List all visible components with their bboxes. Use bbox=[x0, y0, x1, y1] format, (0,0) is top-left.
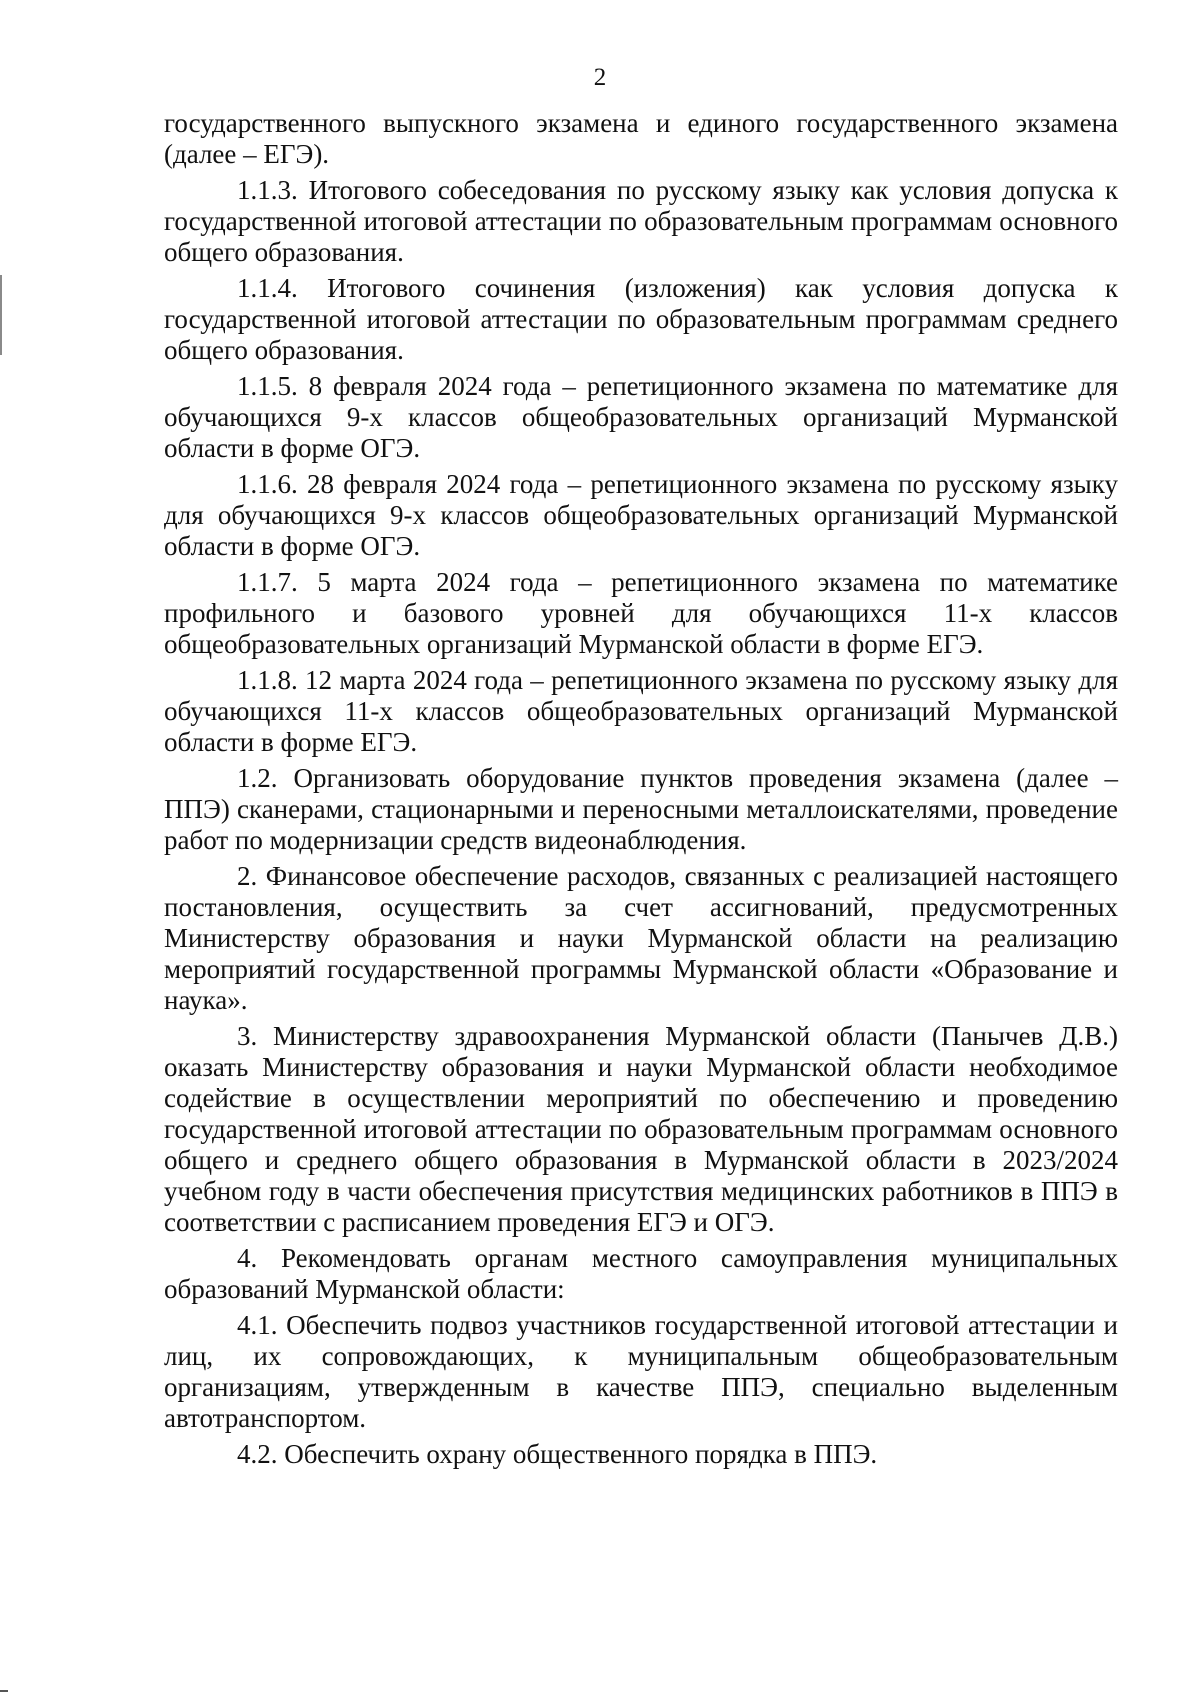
paragraph-1-2: 1.2. Организовать оборудование пунктов проведения экзамена (далее – ППЭ) сканерами, стационарными и переносными металлоискателями, проведение работ по модернизации средств видеонаблюдения. bbox=[164, 763, 1118, 855]
document-body bbox=[164, 108, 1118, 1475]
paragraph-3: 3. Министерству здравоохранения Мурманской области (Панычев Д.В.) оказать Министерству образования и науки Мурманской области необходимое содействие в осуществлении мероприятий по обеспечению и проведению государственной итоговой аттестации по образовательным программам основного общего и среднего общего образования в Мурманской области в 2023/2024 учебном году в части обеспечения присутствия медицинских работников в ППЭ в соответствии с расписанием проведения ЕГЭ и ОГЭ. bbox=[164, 1021, 1118, 1237]
paragraph-1-1-5: 1.1.5. 8 февраля 2024 года – репетиционного экзамена по математике для обучающихся 9-х классов общеобразовательных организаций Мурманской области в форме ОГЭ. bbox=[164, 371, 1118, 463]
paragraph-1-1-3: 1.1.3. Итогового собеседования по русскому языку как условия допуска к государственной итоговой аттестации по образовательным программам основного общего образования. bbox=[164, 175, 1118, 267]
paragraph-1-1-4: 1.1.4. Итогового сочинения (изложения) как условия допуска к государственной итоговой аттестации по образовательным программам среднего общего образования. bbox=[164, 273, 1118, 365]
paragraph-4-2: 4.2. Обеспечить охрану общественного порядка в ППЭ. bbox=[237, 1439, 878, 1469]
scan-margin-mark bbox=[0, 275, 2, 355]
paragraph-4-1: 4.1. Обеспечить подвоз участников государственной итоговой аттестации и лиц, их сопровождающих, к муниципальным общеобразовательным организациям, утвержденным в качестве ППЭ, специально выделенным автотранспортом. bbox=[164, 1310, 1118, 1433]
scan-bottom-mark bbox=[0, 1690, 8, 1692]
paragraph-1-1-6: 1.1.6. 28 февраля 2024 года – репетиционного экзамена по русскому языку для обучающихся 9-х классов общеобразовательных организаций Мурманской области в форме ОГЭ. bbox=[164, 469, 1118, 561]
paragraph-1-1-8: 1.1.8. 12 марта 2024 года – репетиционного экзамена по русскому языку для обучающихся 11-х классов общеобразовательных организаций Мурманской области в форме ЕГЭ. bbox=[164, 665, 1118, 757]
paragraph-1-1-7: 1.1.7. 5 марта 2024 года – репетиционного экзамена по математике профильного и базового уровней для обучающихся 11-х классов общеобразовательных организаций Мурманской области в форме ЕГЭ. bbox=[164, 567, 1118, 659]
paragraph-2: 2. Финансовое обеспечение расходов, связанных с реализацией настоящего постановления, осуществить за счет ассигнований, предусмотренных Министерству образования и науки Мурманской области на реализацию мероприятий государственной программы Мурманской области «Образование и наука». bbox=[164, 861, 1118, 1015]
paragraph-continuation: государственного выпускного экзамена и единого государственного экзамена (далее – ЕГЭ). bbox=[164, 108, 1118, 169]
page-number: 2 bbox=[593, 64, 607, 91]
paragraph-4: 4. Рекомендовать органам местного самоуправления муниципальных образований Мурманской области: bbox=[164, 1243, 1118, 1304]
